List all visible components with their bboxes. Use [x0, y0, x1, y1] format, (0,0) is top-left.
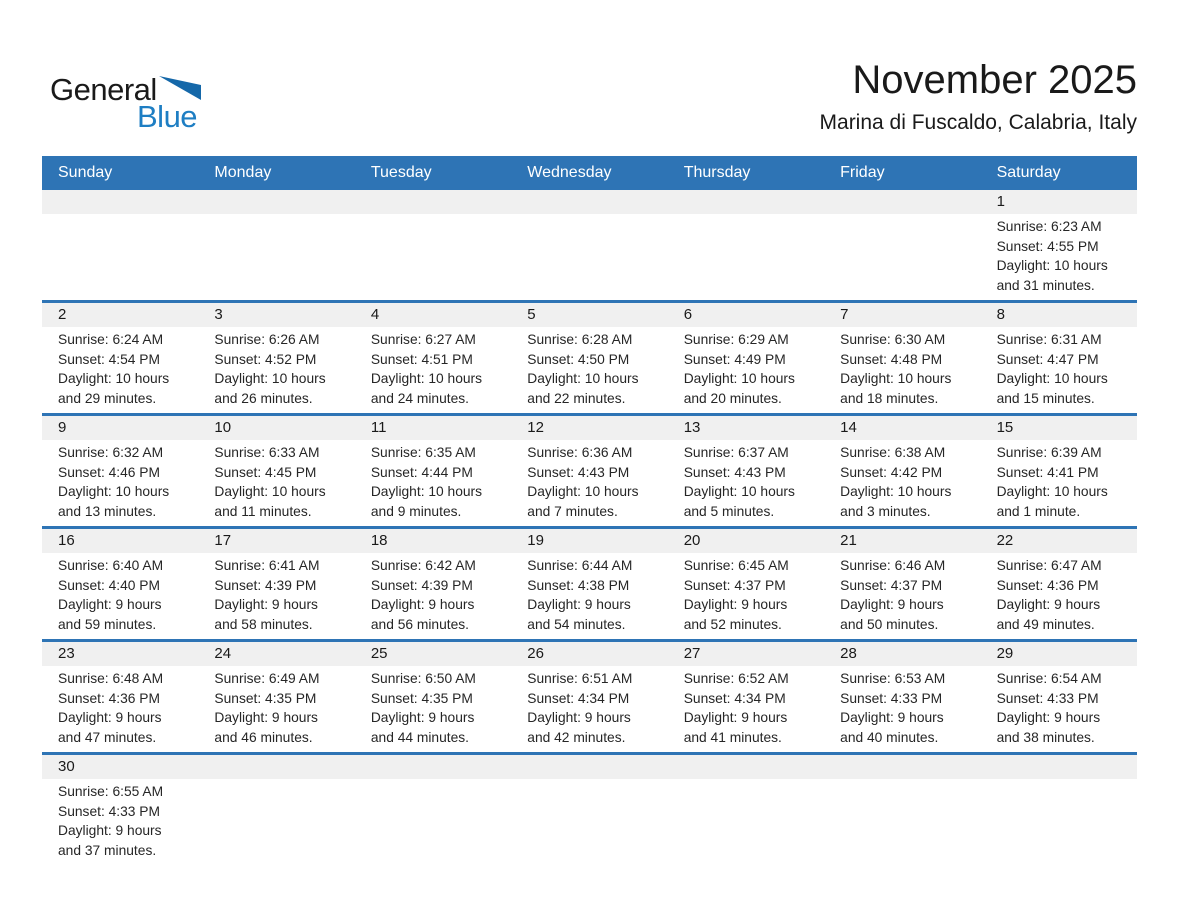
- day-detail-line: Daylight: 9 hours: [996, 597, 1101, 612]
- day-detail-line: Daylight: 10 hours: [996, 258, 1108, 273]
- day-number: 21: [824, 529, 980, 553]
- day-details: [668, 553, 824, 639]
- day-detail-line: and 24 minutes.: [370, 390, 470, 406]
- day-detail-line: Sunrise: 6:46 AM: [840, 558, 946, 573]
- day-cell-29: [981, 642, 1137, 752]
- day-detail-line: Sunrise: 6:41 AM: [214, 558, 320, 573]
- day-cell-17: [198, 529, 354, 639]
- day-number: 17: [198, 529, 354, 553]
- day-number: 11: [355, 416, 511, 440]
- day-details: [981, 553, 1137, 639]
- day-cell-4: [355, 303, 511, 413]
- day-number: 20: [668, 529, 824, 553]
- day-detail-line: Sunset: 4:51 PM: [370, 351, 473, 367]
- day-cell-3: [198, 303, 354, 413]
- day-detail-line: and 11 minutes.: [214, 503, 312, 519]
- day-number: 3: [198, 303, 354, 327]
- day-detail-line: Sunset: 4:43 PM: [527, 464, 630, 480]
- empty-day-cell: [668, 755, 824, 865]
- day-detail-line: and 26 minutes.: [214, 390, 313, 406]
- day-detail-line: Daylight: 10 hours: [58, 484, 170, 499]
- day-detail-line: Daylight: 9 hours: [840, 597, 944, 612]
- day-detail-line: Daylight: 10 hours: [214, 371, 326, 386]
- day-number: 22: [981, 529, 1137, 553]
- day-number: [824, 190, 980, 214]
- day-detail-line: Sunset: 4:41 PM: [996, 464, 1099, 480]
- day-number: 25: [355, 642, 511, 666]
- day-cell-11: [355, 416, 511, 526]
- day-detail-line: and 47 minutes.: [58, 729, 157, 745]
- day-number: 19: [511, 529, 667, 553]
- day-detail-line: and 22 minutes.: [527, 390, 626, 406]
- day-detail-line: Sunrise: 6:40 AM: [58, 558, 164, 573]
- day-detail-line: Daylight: 9 hours: [58, 823, 162, 838]
- day-cell-9: [42, 416, 198, 526]
- calendar-week-row: [42, 416, 1137, 529]
- day-details: [981, 327, 1137, 413]
- calendar-week-row: [42, 190, 1137, 303]
- day-detail-line: Sunset: 4:39 PM: [370, 577, 473, 593]
- day-number: [355, 755, 511, 779]
- day-detail-line: Sunset: 4:34 PM: [683, 690, 786, 706]
- day-number: 24: [198, 642, 354, 666]
- day-detail-line: Daylight: 9 hours: [840, 710, 944, 725]
- day-detail-line: Sunrise: 6:38 AM: [840, 445, 946, 460]
- day-detail-line: Daylight: 9 hours: [370, 597, 475, 612]
- day-cell-7: [824, 303, 980, 413]
- day-cell-14: [824, 416, 980, 526]
- day-cell-15: [981, 416, 1137, 526]
- empty-day-cell: [668, 190, 824, 300]
- day-detail-line: Sunrise: 6:36 AM: [527, 445, 633, 460]
- logo-triangle-icon: [159, 76, 201, 100]
- day-number: 18: [355, 529, 511, 553]
- day-detail-line: Sunset: 4:44 PM: [370, 464, 473, 480]
- day-detail-line: Sunrise: 6:27 AM: [370, 332, 476, 347]
- day-cell-22: [981, 529, 1137, 639]
- day-detail-line: and 49 minutes.: [996, 616, 1095, 632]
- day-cell-28: [824, 642, 980, 752]
- day-detail-line: Sunrise: 6:47 AM: [996, 558, 1102, 573]
- day-details: [668, 440, 824, 526]
- weekday-header-row: [42, 156, 1137, 190]
- day-detail-line: Sunrise: 6:44 AM: [527, 558, 633, 573]
- day-detail-line: Sunrise: 6:28 AM: [527, 332, 633, 347]
- day-cell-8: [981, 303, 1137, 413]
- day-detail-line: Sunset: 4:36 PM: [996, 577, 1099, 593]
- day-detail-line: Sunset: 4:52 PM: [214, 351, 317, 367]
- day-detail-line: Sunrise: 6:50 AM: [370, 671, 476, 686]
- day-number: 9: [42, 416, 198, 440]
- day-details: [511, 440, 667, 526]
- day-number: 13: [668, 416, 824, 440]
- day-detail-line: Daylight: 9 hours: [370, 710, 475, 725]
- day-cell-21: [824, 529, 980, 639]
- day-detail-line: Daylight: 9 hours: [683, 710, 788, 725]
- weekday-header-wednesday: Wednesday: [527, 164, 612, 181]
- day-details: [42, 779, 198, 865]
- day-detail-line: and 52 minutes.: [683, 616, 782, 632]
- logo-text-general: General: [50, 72, 157, 107]
- day-detail-line: Sunset: 4:42 PM: [840, 464, 943, 480]
- day-detail-line: and 38 minutes.: [996, 729, 1095, 745]
- calendar-week-row: [42, 755, 1137, 865]
- day-detail-line: Sunset: 4:55 PM: [996, 238, 1099, 254]
- weekday-header-friday: Friday: [840, 164, 885, 181]
- day-detail-line: Sunset: 4:34 PM: [527, 690, 630, 706]
- day-detail-line: Daylight: 9 hours: [683, 597, 788, 612]
- day-detail-line: Daylight: 9 hours: [58, 597, 162, 612]
- day-detail-line: Sunrise: 6:35 AM: [370, 445, 476, 460]
- day-number: [824, 755, 980, 779]
- day-cell-5: [511, 303, 667, 413]
- day-details: [42, 553, 198, 639]
- day-number: [355, 190, 511, 214]
- title-block: [820, 58, 1137, 135]
- day-cell-30: [42, 755, 198, 865]
- day-detail-line: Sunrise: 6:55 AM: [58, 784, 164, 799]
- day-number: 23: [42, 642, 198, 666]
- day-detail-line: and 37 minutes.: [58, 842, 157, 858]
- day-detail-line: and 31 minutes.: [996, 277, 1095, 293]
- day-number: 14: [824, 416, 980, 440]
- day-detail-line: Daylight: 10 hours: [370, 371, 483, 386]
- empty-day-cell: [355, 190, 511, 300]
- day-detail-line: Sunrise: 6:45 AM: [683, 558, 789, 573]
- day-details: [198, 553, 354, 639]
- day-detail-line: and 59 minutes.: [58, 616, 157, 632]
- day-detail-line: Sunset: 4:38 PM: [527, 577, 630, 593]
- day-detail-line: Sunset: 4:35 PM: [370, 690, 473, 706]
- day-detail-line: and 50 minutes.: [840, 616, 939, 632]
- weekday-header-monday: Monday: [214, 164, 272, 181]
- day-detail-line: Daylight: 9 hours: [527, 597, 631, 612]
- day-detail-line: Sunset: 4:33 PM: [996, 690, 1099, 706]
- day-number: [511, 755, 667, 779]
- day-detail-line: Sunrise: 6:49 AM: [214, 671, 320, 686]
- day-number: 16: [42, 529, 198, 553]
- day-number: [981, 755, 1137, 779]
- day-detail-line: Sunrise: 6:52 AM: [683, 671, 789, 686]
- calendar-weeks: [42, 190, 1137, 865]
- day-details: [824, 327, 980, 413]
- day-detail-line: Daylight: 10 hours: [214, 484, 326, 499]
- day-details: [511, 327, 667, 413]
- day-detail-line: and 13 minutes.: [58, 503, 157, 519]
- day-details: [668, 666, 824, 752]
- day-cell-18: [355, 529, 511, 639]
- day-detail-line: Sunset: 4:46 PM: [58, 464, 161, 480]
- empty-day-cell: [981, 755, 1137, 865]
- day-detail-line: and 29 minutes.: [58, 390, 157, 406]
- day-detail-line: and 5 minutes.: [683, 503, 775, 519]
- day-number: 4: [355, 303, 511, 327]
- day-detail-line: Daylight: 10 hours: [58, 371, 170, 386]
- day-detail-line: and 18 minutes.: [840, 390, 939, 406]
- day-detail-line: and 3 minutes.: [840, 503, 931, 519]
- day-details: [355, 440, 511, 526]
- day-details: [824, 666, 980, 752]
- day-details: [981, 440, 1137, 526]
- day-detail-line: Daylight: 10 hours: [370, 484, 483, 499]
- day-cell-16: [42, 529, 198, 639]
- calendar-week-row: [42, 303, 1137, 416]
- day-detail-line: Sunrise: 6:37 AM: [683, 445, 789, 460]
- day-detail-line: Sunrise: 6:26 AM: [214, 332, 320, 347]
- day-cell-13: [668, 416, 824, 526]
- empty-day-cell: [824, 190, 980, 300]
- day-number: [198, 190, 354, 214]
- day-details: [42, 440, 198, 526]
- day-detail-line: and 58 minutes.: [214, 616, 313, 632]
- day-detail-line: Daylight: 9 hours: [527, 710, 631, 725]
- day-detail-line: Sunrise: 6:23 AM: [996, 219, 1102, 234]
- day-number: [198, 755, 354, 779]
- general-blue-logo: [50, 74, 201, 132]
- day-number: 30: [42, 755, 198, 779]
- day-details: [824, 553, 980, 639]
- day-detail-line: Daylight: 10 hours: [840, 484, 952, 499]
- day-detail-line: Sunrise: 6:42 AM: [370, 558, 476, 573]
- day-detail-line: Sunset: 4:37 PM: [683, 577, 786, 593]
- day-details: [981, 666, 1137, 752]
- day-detail-line: Sunset: 4:37 PM: [840, 577, 943, 593]
- day-detail-line: Sunset: 4:36 PM: [58, 690, 161, 706]
- day-detail-line: Sunrise: 6:31 AM: [996, 332, 1102, 347]
- day-detail-line: Sunset: 4:33 PM: [58, 803, 161, 819]
- empty-day-cell: [511, 190, 667, 300]
- day-detail-line: Sunset: 4:50 PM: [527, 351, 630, 367]
- day-cell-2: [42, 303, 198, 413]
- day-number: 2: [42, 303, 198, 327]
- day-detail-line: Sunrise: 6:51 AM: [527, 671, 633, 686]
- day-number: 27: [668, 642, 824, 666]
- page-header: [0, 0, 1188, 156]
- day-number: 28: [824, 642, 980, 666]
- day-cell-27: [668, 642, 824, 752]
- day-detail-line: and 20 minutes.: [683, 390, 782, 406]
- day-cell-26: [511, 642, 667, 752]
- calendar: [42, 156, 1137, 865]
- day-detail-line: Sunset: 4:47 PM: [996, 351, 1099, 367]
- day-number: 26: [511, 642, 667, 666]
- day-detail-line: Sunset: 4:39 PM: [214, 577, 317, 593]
- day-number: 8: [981, 303, 1137, 327]
- day-details: [355, 666, 511, 752]
- day-cell-25: [355, 642, 511, 752]
- day-details: [42, 327, 198, 413]
- logo-text-blue: Blue: [137, 99, 198, 134]
- day-detail-line: Sunrise: 6:53 AM: [840, 671, 946, 686]
- day-details: [198, 666, 354, 752]
- day-detail-line: and 42 minutes.: [527, 729, 626, 745]
- empty-day-cell: [824, 755, 980, 865]
- page-subtitle: Marina di Fuscaldo, Calabria, Italy: [819, 111, 1137, 134]
- day-detail-line: Sunrise: 6:24 AM: [58, 332, 164, 347]
- day-detail-line: Sunset: 4:54 PM: [58, 351, 161, 367]
- day-detail-line: Sunrise: 6:32 AM: [58, 445, 164, 460]
- day-details: [981, 214, 1137, 300]
- day-detail-line: Daylight: 10 hours: [527, 371, 639, 386]
- empty-day-cell: [511, 755, 667, 865]
- day-number: 7: [824, 303, 980, 327]
- day-number: 6: [668, 303, 824, 327]
- calendar-week-row: [42, 642, 1137, 755]
- empty-day-cell: [42, 190, 198, 300]
- day-details: [511, 553, 667, 639]
- day-detail-line: Sunset: 4:49 PM: [683, 351, 786, 367]
- day-detail-line: and 40 minutes.: [840, 729, 939, 745]
- day-detail-line: Daylight: 10 hours: [996, 371, 1108, 386]
- day-cell-20: [668, 529, 824, 639]
- day-detail-line: and 54 minutes.: [527, 616, 626, 632]
- day-number: [42, 190, 198, 214]
- day-detail-line: Sunrise: 6:29 AM: [683, 332, 789, 347]
- day-number: [511, 190, 667, 214]
- day-detail-line: Sunrise: 6:30 AM: [840, 332, 946, 347]
- day-detail-line: Sunrise: 6:48 AM: [58, 671, 164, 686]
- day-cell-6: [668, 303, 824, 413]
- day-detail-line: Sunrise: 6:54 AM: [996, 671, 1102, 686]
- day-detail-line: Sunset: 4:40 PM: [58, 577, 161, 593]
- day-detail-line: Sunset: 4:35 PM: [214, 690, 317, 706]
- page-title: November 2025: [852, 58, 1137, 102]
- day-details: [198, 440, 354, 526]
- day-detail-line: and 41 minutes.: [683, 729, 782, 745]
- day-detail-line: Daylight: 10 hours: [683, 371, 795, 386]
- day-number: [668, 755, 824, 779]
- day-detail-line: Daylight: 9 hours: [996, 710, 1101, 725]
- day-details: [668, 327, 824, 413]
- day-detail-line: and 46 minutes.: [214, 729, 313, 745]
- day-cell-24: [198, 642, 354, 752]
- weekday-header-sunday: Sunday: [58, 164, 113, 181]
- day-cell-23: [42, 642, 198, 752]
- day-detail-line: Daylight: 10 hours: [527, 484, 639, 499]
- day-detail-line: Sunrise: 6:39 AM: [996, 445, 1102, 460]
- day-details: [355, 327, 511, 413]
- day-detail-line: and 56 minutes.: [370, 616, 470, 632]
- empty-day-cell: [198, 755, 354, 865]
- day-detail-line: and 1 minute.: [996, 503, 1081, 519]
- day-number: 10: [198, 416, 354, 440]
- weekday-header-tuesday: Tuesday: [370, 164, 432, 181]
- day-detail-line: Daylight: 10 hours: [996, 484, 1108, 499]
- day-details: [198, 327, 354, 413]
- day-detail-line: and 7 minutes.: [527, 503, 618, 519]
- day-detail-line: Daylight: 9 hours: [214, 597, 318, 612]
- day-detail-line: Sunset: 4:45 PM: [214, 464, 317, 480]
- day-number: 29: [981, 642, 1137, 666]
- day-number: [668, 190, 824, 214]
- day-details: [355, 553, 511, 639]
- day-number: 1: [981, 190, 1137, 214]
- day-detail-line: Daylight: 10 hours: [683, 484, 795, 499]
- weekday-header-saturday: Saturday: [996, 164, 1061, 181]
- empty-day-cell: [198, 190, 354, 300]
- day-cell-19: [511, 529, 667, 639]
- day-number: 15: [981, 416, 1137, 440]
- day-number: 5: [511, 303, 667, 327]
- day-detail-line: and 15 minutes.: [996, 390, 1095, 406]
- day-detail-line: Sunset: 4:43 PM: [683, 464, 786, 480]
- day-detail-line: Daylight: 9 hours: [214, 710, 318, 725]
- day-detail-line: Sunset: 4:33 PM: [840, 690, 943, 706]
- day-detail-line: Sunrise: 6:33 AM: [214, 445, 320, 460]
- day-detail-line: and 44 minutes.: [370, 729, 470, 745]
- day-detail-line: Daylight: 9 hours: [58, 710, 162, 725]
- calendar-week-row: [42, 529, 1137, 642]
- day-detail-line: and 9 minutes.: [370, 503, 462, 519]
- day-number: 12: [511, 416, 667, 440]
- day-details: [511, 666, 667, 752]
- empty-day-cell: [355, 755, 511, 865]
- day-details: [824, 440, 980, 526]
- weekday-header-thursday: Thursday: [683, 164, 751, 181]
- day-cell-1: [981, 190, 1137, 300]
- day-cell-12: [511, 416, 667, 526]
- day-detail-line: Sunset: 4:48 PM: [840, 351, 943, 367]
- day-cell-10: [198, 416, 354, 526]
- day-details: [42, 666, 198, 752]
- day-detail-line: Daylight: 10 hours: [840, 371, 952, 386]
